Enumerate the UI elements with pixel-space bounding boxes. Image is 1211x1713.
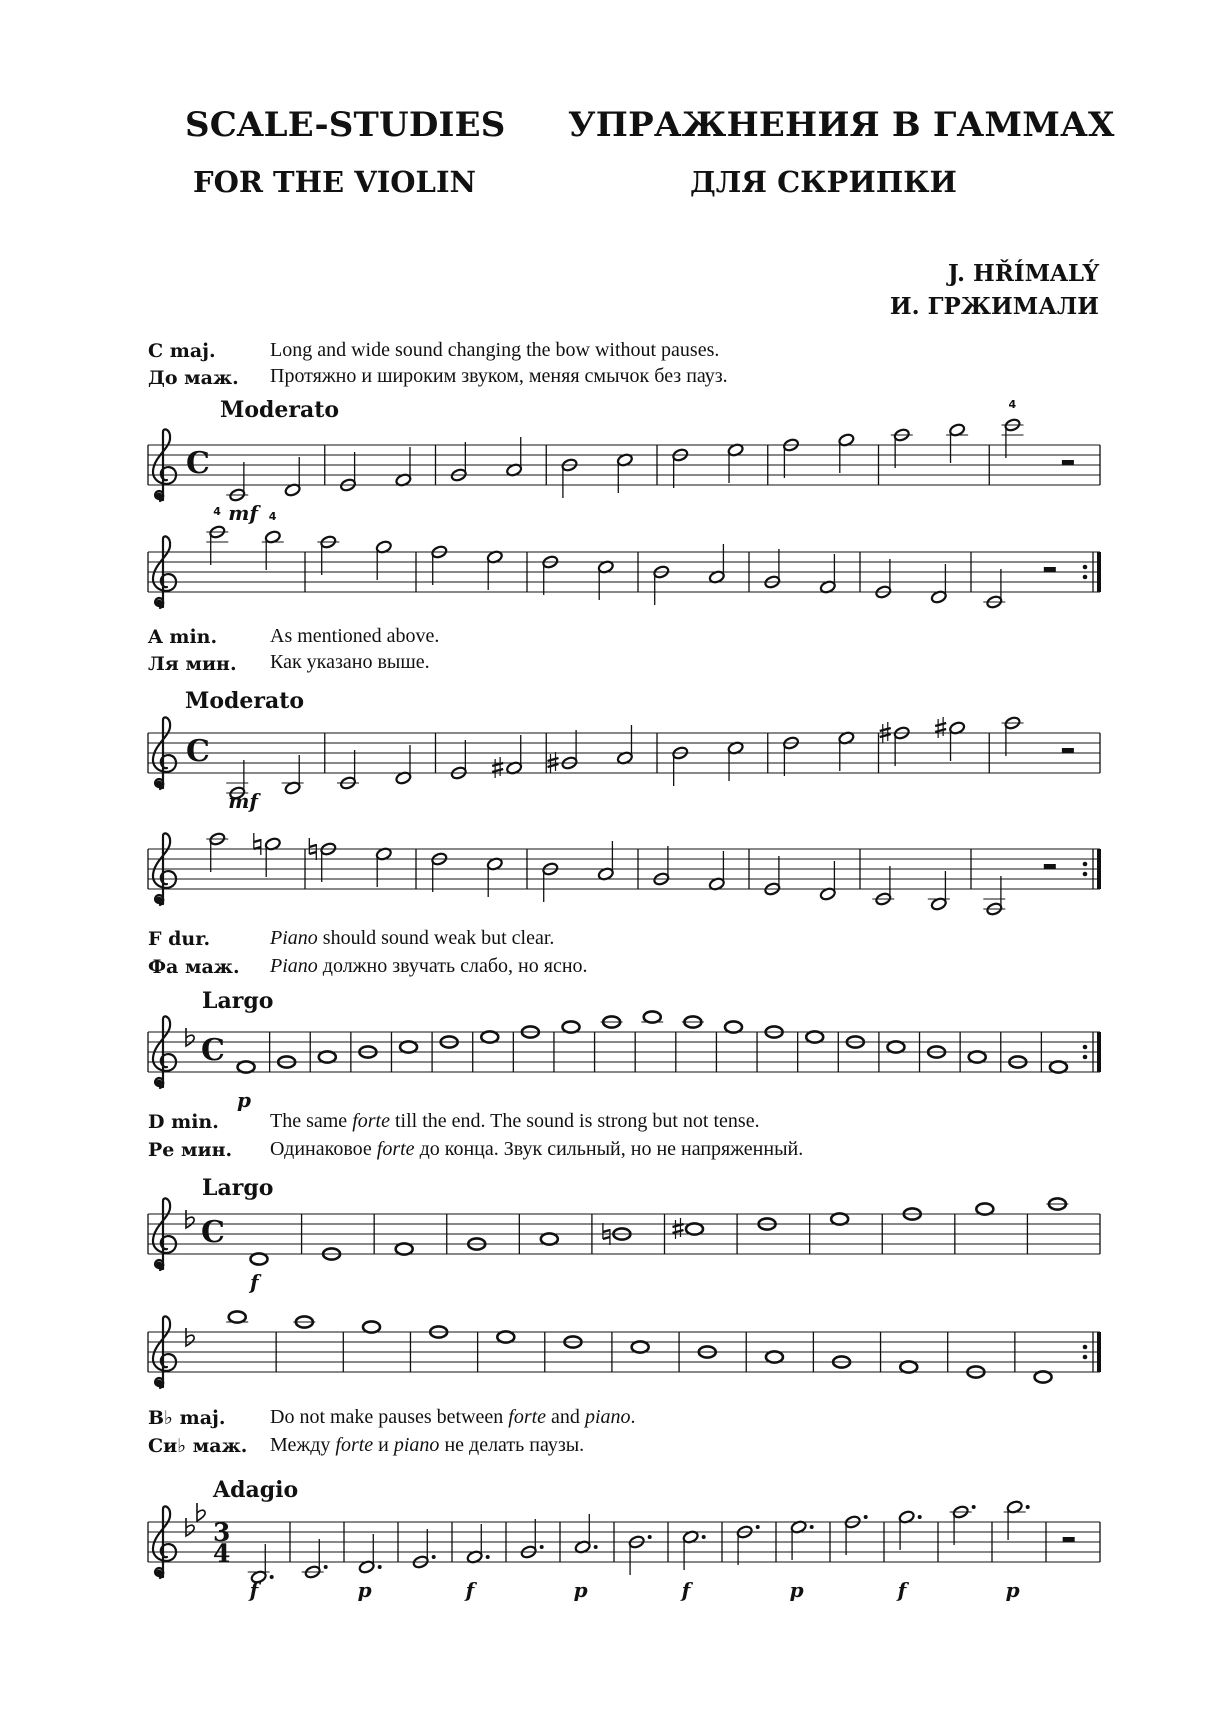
treble-clef-icon — [156, 1570, 163, 1577]
whole-note — [497, 1331, 514, 1342]
fingering-number: 4 — [1008, 398, 1017, 411]
section-key-en: C maj. — [148, 340, 216, 362]
section-key-ru: Ре мин. — [148, 1139, 233, 1161]
flat-sign-icon — [186, 1210, 194, 1228]
section-description-ru: Одинаковое forte до конца. Звук сильный, но не напряженный. — [270, 1138, 804, 1160]
title-ru: УПРАЖНЕНИЯ В ГАММАХ — [568, 105, 1115, 145]
sharp-sign-icon — [676, 1218, 681, 1239]
repeat-dot — [1083, 872, 1088, 877]
staff-b-flat-major-scale — [148, 1500, 1100, 1602]
whole-note — [563, 1021, 580, 1032]
repeat-dot — [1083, 862, 1088, 867]
whole-note — [644, 1011, 661, 1022]
section-description-ru: Между forte и piano не делать паузы. — [270, 1434, 585, 1456]
augmentation-dot — [972, 1505, 976, 1509]
repeat-dot — [1083, 575, 1088, 580]
half-rest-icon — [1044, 864, 1056, 869]
whole-note — [251, 1253, 268, 1264]
augmentation-dot — [702, 1535, 706, 1539]
dynamic-marking: p — [357, 1578, 372, 1602]
treble-clef-icon — [156, 1380, 163, 1387]
treble-clef-icon — [156, 1262, 163, 1269]
section-key-en: D min. — [148, 1111, 219, 1133]
augmentation-dot — [1026, 1505, 1030, 1509]
section-key-en: B♭ maj. — [148, 1407, 226, 1429]
common-time-signature: C — [201, 1215, 225, 1250]
section-key-en: F dur. — [148, 928, 211, 950]
fingering-number: 4 — [213, 505, 221, 518]
section-description-ru: Протяжно и широким звуком, меняя смычок без пауз. — [270, 365, 728, 387]
repeat-barline — [1097, 849, 1101, 889]
flat-sign-icon — [197, 1503, 205, 1521]
whole-note — [887, 1041, 904, 1052]
dynamic-marking: f — [249, 1578, 259, 1602]
dynamic-marking: f — [681, 1578, 691, 1602]
staff-c-major-ascending — [148, 398, 1100, 525]
whole-note — [238, 1061, 255, 1072]
augmentation-dot — [594, 1545, 598, 1549]
whole-note — [396, 1243, 413, 1254]
half-rest-icon — [1044, 567, 1056, 572]
augmentation-dot — [486, 1555, 490, 1559]
treble-clef-icon — [156, 493, 163, 500]
subtitle-en: FOR THE VIOLIN — [193, 165, 477, 199]
dynamic-marking: p — [573, 1578, 588, 1602]
repeat-dot — [1083, 1345, 1088, 1350]
treble-clef-icon — [156, 781, 163, 788]
augmentation-dot — [378, 1565, 382, 1569]
sharp-sign-icon — [673, 1224, 684, 1233]
augmentation-dot — [432, 1555, 436, 1559]
whole-note — [900, 1361, 917, 1372]
fingering-number: 4 — [268, 510, 277, 523]
flat-sign-icon — [186, 1518, 194, 1536]
section-description-en: The same forte till the end. The sound is strong but not tense. — [270, 1110, 760, 1132]
dynamic-marking: f — [250, 1270, 259, 1294]
whole-note — [725, 1021, 742, 1032]
whole-note — [1050, 1061, 1067, 1072]
common-time-signature: C — [186, 446, 210, 481]
treble-clef-icon — [156, 897, 163, 904]
treble-clef-icon — [156, 600, 163, 607]
whole-note — [400, 1041, 417, 1052]
dynamic-marking: p — [237, 1088, 252, 1112]
dynamic-marking: p — [789, 1578, 804, 1602]
dynamic-marking: p — [1005, 1578, 1020, 1602]
staff-f-major-scale — [148, 1011, 1101, 1112]
repeat-barline — [1097, 552, 1101, 592]
whole-note — [632, 1341, 649, 1352]
tempo-marking: Moderato — [220, 397, 340, 423]
composer-en: J. HŘÍMALÝ — [947, 260, 1099, 287]
subtitle-ru: ДЛЯ СКРИПКИ — [690, 165, 957, 199]
flat-sign-icon — [186, 1028, 194, 1046]
time-signature-denominator: 4 — [213, 1539, 231, 1568]
tempo-marking: Largo — [202, 988, 274, 1014]
whole-note — [481, 1031, 498, 1042]
augmentation-dot — [540, 1545, 544, 1549]
section-key-ru: До маж. — [148, 367, 239, 389]
whole-note — [969, 1051, 986, 1062]
dynamic-marking: mf — [228, 501, 259, 525]
whole-note — [319, 1051, 336, 1062]
section-key-ru: Ля мин. — [148, 653, 237, 675]
whole-note — [766, 1351, 783, 1362]
whole-note — [1035, 1371, 1052, 1382]
augmentation-dot — [864, 1515, 868, 1519]
repeat-barline — [1097, 1332, 1101, 1372]
augmentation-dot — [648, 1535, 652, 1539]
section-description-en: Do not make pauses between forte and piano. — [270, 1406, 636, 1428]
whole-note — [976, 1203, 993, 1214]
whole-note — [806, 1031, 823, 1042]
augmentation-dot — [918, 1515, 922, 1519]
natural-sign-icon — [254, 833, 261, 855]
half-rest-icon — [1063, 1537, 1075, 1542]
common-time-signature: C — [186, 734, 210, 769]
whole-note — [363, 1321, 380, 1332]
time-signature-numerator: 3 — [213, 1518, 231, 1547]
repeat-dot — [1083, 565, 1088, 570]
sharp-sign-icon — [935, 723, 946, 732]
sharp-sign-icon — [492, 763, 503, 772]
section-key-ru: Си♭ маж. — [148, 1435, 248, 1457]
whole-note — [686, 1223, 703, 1234]
flat-sign-icon — [186, 1328, 194, 1346]
augmentation-dot — [324, 1565, 328, 1569]
staff-a-minor-ascending — [148, 716, 1100, 813]
tempo-marking: Largo — [202, 1175, 274, 1201]
composer-ru: И. ГРЖИМАЛИ — [889, 293, 1099, 320]
repeat-barline — [1097, 1032, 1101, 1072]
sharp-sign-icon — [938, 717, 943, 738]
repeat-dot — [1083, 1045, 1088, 1050]
augmentation-dot — [756, 1525, 760, 1529]
augmentation-dot — [270, 1575, 274, 1579]
section-description-en: Long and wide sound changing the bow without pauses. — [270, 339, 720, 361]
augmentation-dot — [810, 1525, 814, 1529]
staff-d-minor-ascending — [148, 1198, 1100, 1294]
section-key-en: A min. — [148, 626, 218, 648]
repeat-dot — [1083, 1055, 1088, 1060]
sharp-sign-icon — [495, 757, 500, 778]
whole-note — [831, 1213, 848, 1224]
repeat-dot — [1083, 1355, 1088, 1360]
dynamic-marking: mf — [228, 789, 259, 813]
section-key-ru: Фа маж. — [148, 956, 240, 978]
whole-note — [541, 1233, 558, 1244]
section-description-en: As mentioned above. — [270, 625, 440, 647]
staff-d-minor-descending — [148, 1311, 1101, 1388]
section-description-ru: Как указано выше. — [270, 651, 430, 673]
dynamic-marking: f — [465, 1578, 475, 1602]
half-rest-icon — [1062, 748, 1074, 753]
section-description-en: Piano should sound weak but clear. — [270, 927, 555, 949]
treble-clef-icon — [156, 1080, 163, 1087]
common-time-signature: C — [201, 1033, 225, 1068]
title-en: SCALE-STUDIES — [185, 105, 506, 145]
tempo-marking: Moderato — [185, 688, 305, 714]
natural-sign-icon — [254, 840, 261, 849]
tempo-marking: Adagio — [213, 1477, 299, 1503]
dynamic-marking: f — [897, 1578, 907, 1602]
staff-a-minor-descending — [148, 832, 1101, 916]
half-rest-icon — [1062, 460, 1074, 465]
whole-note — [229, 1311, 246, 1322]
section-description-ru: Piano должно звучать слабо, но ясно. — [270, 955, 588, 977]
staff-c-major-descending — [148, 505, 1101, 609]
